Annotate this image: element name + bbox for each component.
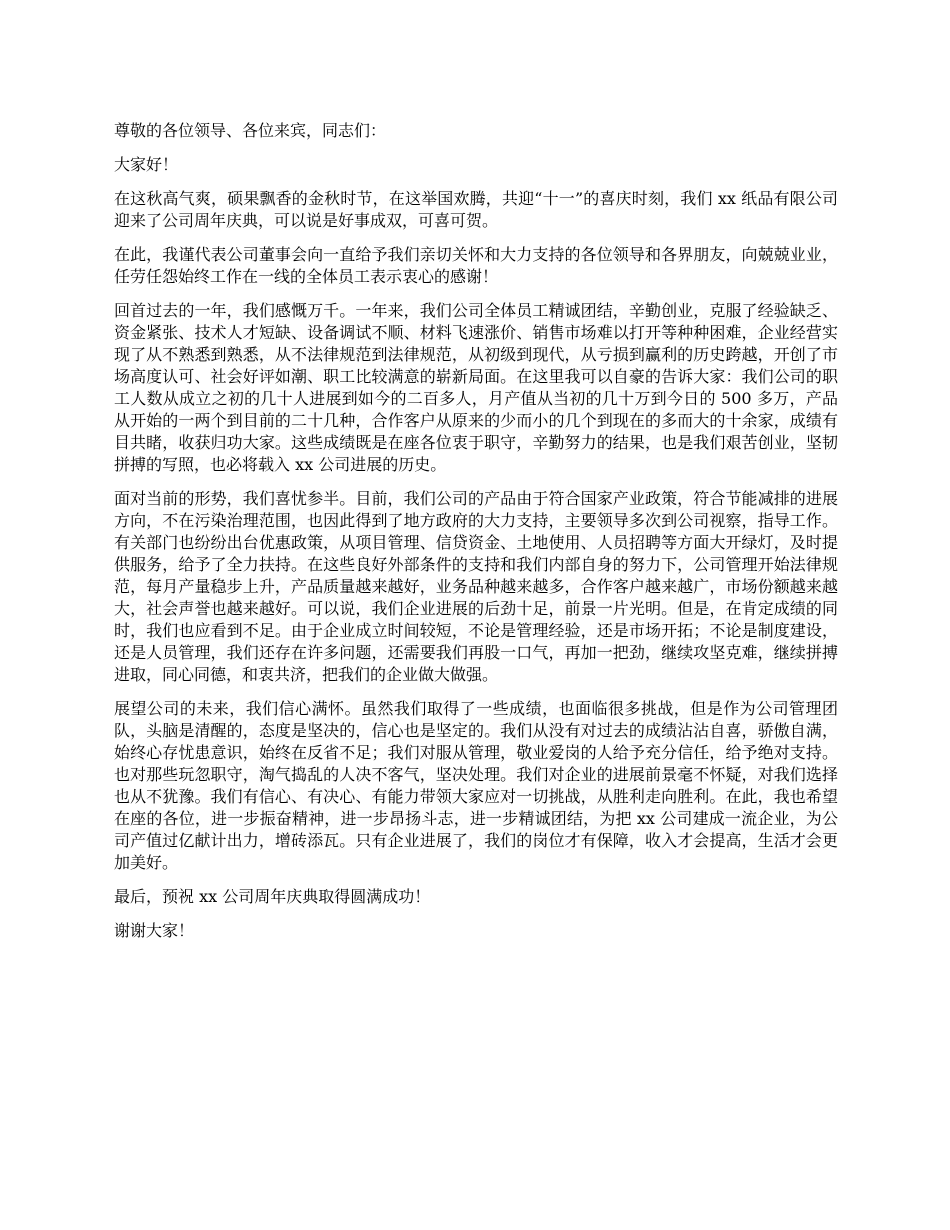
paragraph-opening: 在这秋高气爽，硕果飘香的金秋时节，在这举国欢腾，共迎“十一”的喜庆时刻，我们 xx 纸品有限公司迎来了公司周年庆典，可以说是好事成双，可喜可贺。 — [114, 189, 838, 230]
paragraph-situation: 面对当前的形势，我们喜忧参半。目前，我们公司的产品由于符合国家产业政策，符合节能减排的进展方向，不在污染治理范围，也因此得到了地方政府的大力支持，主要领导多次到公司视察，指导工作。有关部门也纷纷出台优惠政策，从项目管理、信贷资金、土地使用、人员招聘等方面大开绿灯，及时提供服务，给予了全力扶持。在这些良好外部条件的支持和我们内部自身的努力下，公司管理开始法律规范，每月产量稳步上升，产品质量越来越好，业务品种越来越多，合作客户越来越广，市场份额越来越大，社会声誉也越来越好。可以说，我们企业进展的后劲十足，前景一片光明。但是，在肯定成绩的同时，我们也应看到不足。由于企业成立时间较短，不论是管理经验，还是市场开拓；不论是制度建设，还是人员管理，我们还存在许多问题，还需要我们再股一口气，再加一把劲，继续攻坚克难，继续拼搏进取，同心同德，和衷共济，把我们的企业做大做强。 — [114, 489, 838, 684]
paragraph-review: 回首过去的一年，我们感慨万千。一年来，我们公司全体员工精诚团结，辛勤创业，克服了经验缺乏、资金紧张、技术人才短缺、设备调试不顺、材料飞速涨价、销售市场难以打开等种种困难，企业经营实现了从不熟悉到熟悉，从不法律规范到法律规范，从初级到现代，从亏损到赢利的历史跨越，开创了市场高度认可、社会好评如潮、职工比较满意的崭新局面。在这里我可以自豪的告诉大家：我们公司的职工人数从成立之初的几十人进展到如今的二百多人，月产值从当初的几十万到今日的 500 多万，产品从开始的一两个到目前的二十几种，合作客户从原来的少而小的几个到现在的多而大的十余家，成绩有目共睹，收获归功大家。这些成绩既是在座各位衷于职守，辛勤努力的结果，也是我们艰苦创业，坚韧拼搏的写照，也必将载入 xx 公司进展的历史。 — [114, 301, 838, 474]
paragraph-wishes: 最后，预祝 xx 公司周年庆典取得圆满成功！ — [114, 887, 431, 906]
paragraph-outlook: 展望公司的未来，我们信心满怀。虽然我们取得了一些成绩，也面临很多挑战，但是作为公司管理团队，头脑是清醒的，态度是坚决的，信心也是坚定的。我们从没有对过去的成绩沾沾自喜，骄傲自满，始终心存忧患意识，始终在反省不足；我们对服从管理，敬业爱岗的人给予充分信任，给予绝对支持。也对那些玩忽职守，淘气捣乱的人决不客气，坚决处理。我们对企业的进展前景毫不怀疑，对我们选择也从不犹豫。我们有信心、有决心、有能力带领大家应对一切挑战，从胜利走向胜利。在此，我也希望在座的各位，进一步振奋精神，进一步昂扬斗志，进一步精诚团结，为把 xx 公司建成一流企业，为公司产值过亿献计出力，增砖添瓦。只有企业进展了，我们的岗位才有保障，收入才会提高，生活才会更加美好。 — [114, 699, 838, 872]
paragraph-thanks: 在此，我谨代表公司董事会向一直给予我们亲切关怀和大力支持的各位领导和各界朋友，向兢兢业业，任劳任怨始终工作在一线的全体员工表示衷心的感谢！ — [114, 245, 838, 286]
document-body — [114, 120, 838, 954]
closing-thanks: 谢谢大家！ — [114, 921, 195, 940]
salutation: 尊敬的各位领导、各位来宾，同志们： — [114, 121, 387, 140]
greeting: 大家好！ — [114, 155, 179, 174]
